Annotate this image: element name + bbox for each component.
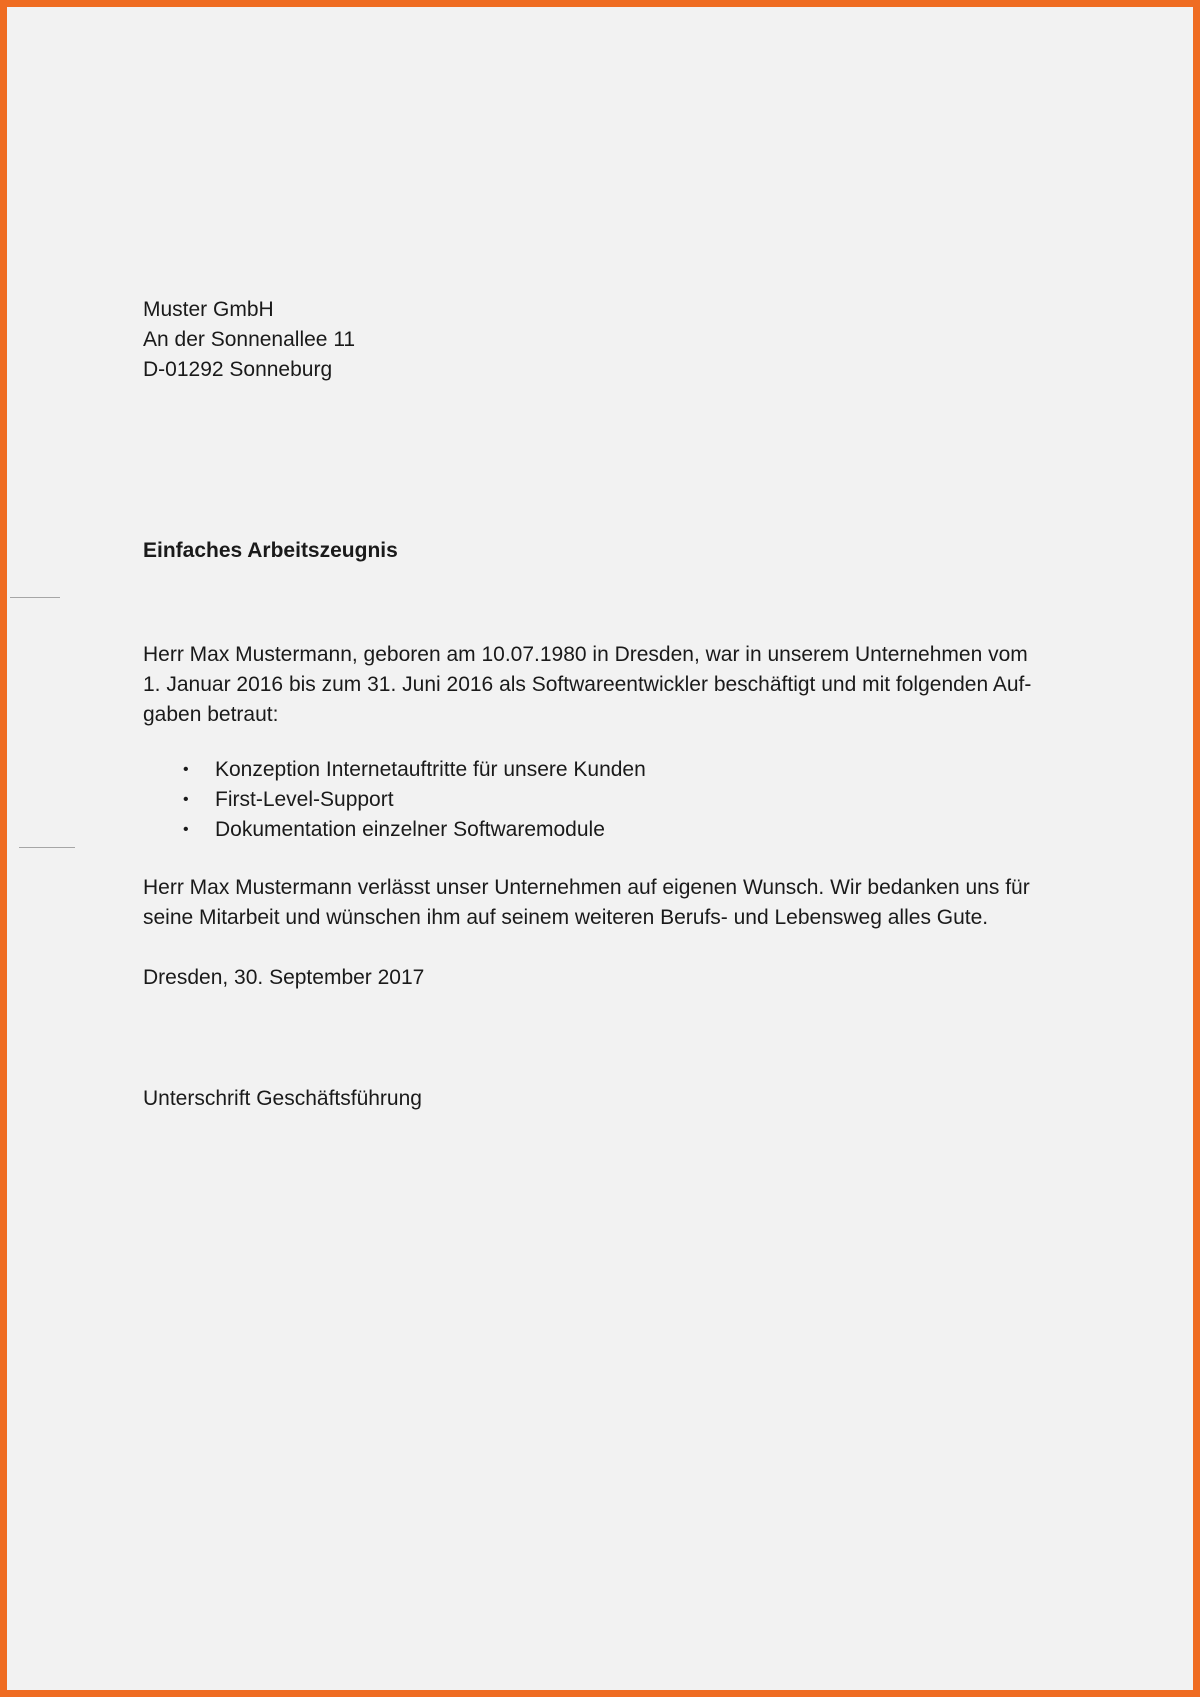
task-list-item	[143, 755, 646, 785]
task-label: Dokumentation einzelner Softwaremodule	[215, 818, 605, 841]
bullet-icon: •	[183, 761, 189, 778]
closing-paragraph	[143, 873, 1103, 933]
document-title: Einfaches Arbeitszeugnis	[143, 539, 398, 562]
place-date-text: Dresden, 30. September 2017	[143, 966, 425, 989]
sender-company: Muster GmbH	[143, 298, 274, 321]
bullet-icon: •	[183, 821, 189, 838]
bullet-icon: •	[183, 791, 189, 808]
task-list-item	[143, 815, 646, 845]
fold-mark-top	[10, 597, 60, 598]
signature-text: Unterschrift Geschäftsführung	[143, 1087, 422, 1110]
intro-line: 1. Januar 2016 bis zum 31. Juni 2016 als Softwareentwickler beschäftigt und mit folgenden Auf-	[143, 673, 1032, 696]
intro-line: gaben betraut:	[143, 703, 279, 726]
place-and-date	[143, 963, 1103, 993]
intro-line: Herr Max Mustermann, geboren am 10.07.1980 in Dresden, war in unserem Unternehmen vom	[143, 643, 1028, 666]
intro-paragraph	[143, 640, 1103, 730]
fold-mark-middle	[19, 847, 75, 848]
sender-street: An der Sonnenallee 11	[143, 328, 356, 351]
sender-address-block	[143, 295, 355, 385]
sender-city: D-01292 Sonneburg	[143, 358, 333, 381]
task-label: Konzeption Internetauftritte für unsere Kunden	[215, 758, 646, 781]
signature-line	[143, 1084, 1103, 1114]
closing-line: seine Mitarbeit und wünschen ihm auf seinem weiteren Berufs- und Lebensweg alles Gute.	[143, 906, 989, 929]
task-list-item	[143, 785, 646, 815]
task-label: First-Level-Support	[215, 788, 394, 811]
task-list	[143, 755, 646, 845]
closing-line: Herr Max Mustermann verlässt unser Unternehmen auf eigenen Wunsch. Wir bedanken uns für	[143, 876, 1030, 899]
